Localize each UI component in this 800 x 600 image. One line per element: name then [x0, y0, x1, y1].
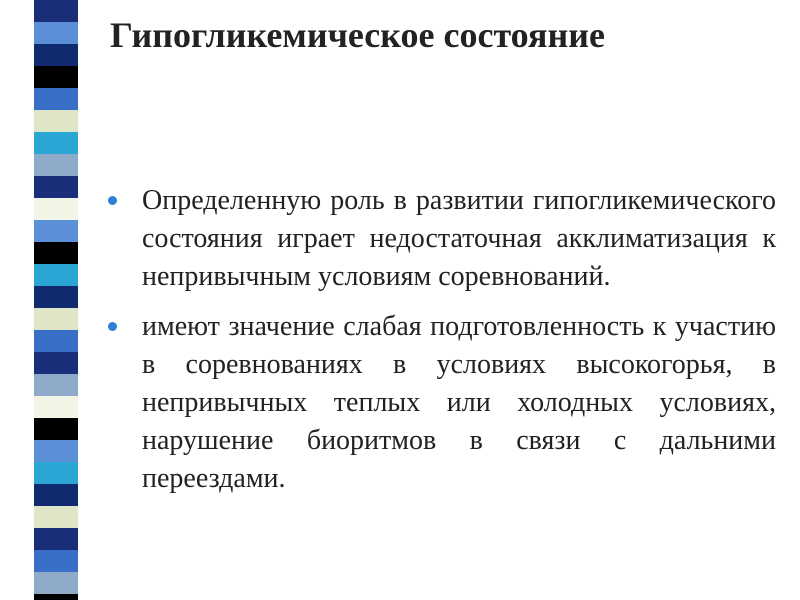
stripe-segment	[34, 220, 78, 242]
bullet-dot-icon	[108, 322, 117, 331]
stripe-segment	[34, 418, 78, 440]
stripe-segment	[34, 374, 78, 396]
bullet-text: имеют значение слабая подготовленность к участию в соревнованиях в условиях высокогорья, в непривычных теплых или холодных условиях, нарушение биоритмов в связи с дальними переездами.	[142, 311, 776, 494]
stripe-segment	[34, 242, 78, 264]
stripe-segment	[34, 572, 78, 594]
stripe-segment	[34, 198, 78, 220]
bullet-text: Определенную роль в развитии гипогликемического состояния играет недостаточная акклиматизация к непривычным условиям соревнований.	[142, 185, 776, 292]
stripe-segment	[34, 22, 78, 44]
stripe-segment	[34, 330, 78, 352]
decorative-stripe-band	[34, 0, 78, 600]
stripe-segment	[34, 176, 78, 198]
bullet-item	[106, 182, 776, 296]
stripe-segment	[34, 264, 78, 286]
bullet-dot-icon	[108, 196, 117, 205]
stripe-segment	[34, 506, 78, 528]
slide-title: Гипогликемическое состояние	[110, 15, 605, 55]
stripe-segment	[34, 550, 78, 572]
stripe-segment	[34, 154, 78, 176]
stripe-segment	[34, 110, 78, 132]
stripe-segment	[34, 286, 78, 308]
stripe-segment	[34, 396, 78, 418]
stripe-segment	[34, 440, 78, 462]
stripe-segment	[34, 132, 78, 154]
stripe-segment	[34, 462, 78, 484]
bullet-item	[106, 308, 776, 498]
stripe-segment	[34, 528, 78, 550]
stripe-segment	[34, 594, 78, 600]
bullet-list	[106, 182, 776, 510]
stripe-segment	[34, 66, 78, 88]
stripe-segment	[34, 352, 78, 374]
stripe-segment	[34, 308, 78, 330]
stripe-segment	[34, 44, 78, 66]
stripe-segment	[34, 0, 78, 22]
stripe-segment	[34, 484, 78, 506]
stripe-segment	[34, 88, 78, 110]
